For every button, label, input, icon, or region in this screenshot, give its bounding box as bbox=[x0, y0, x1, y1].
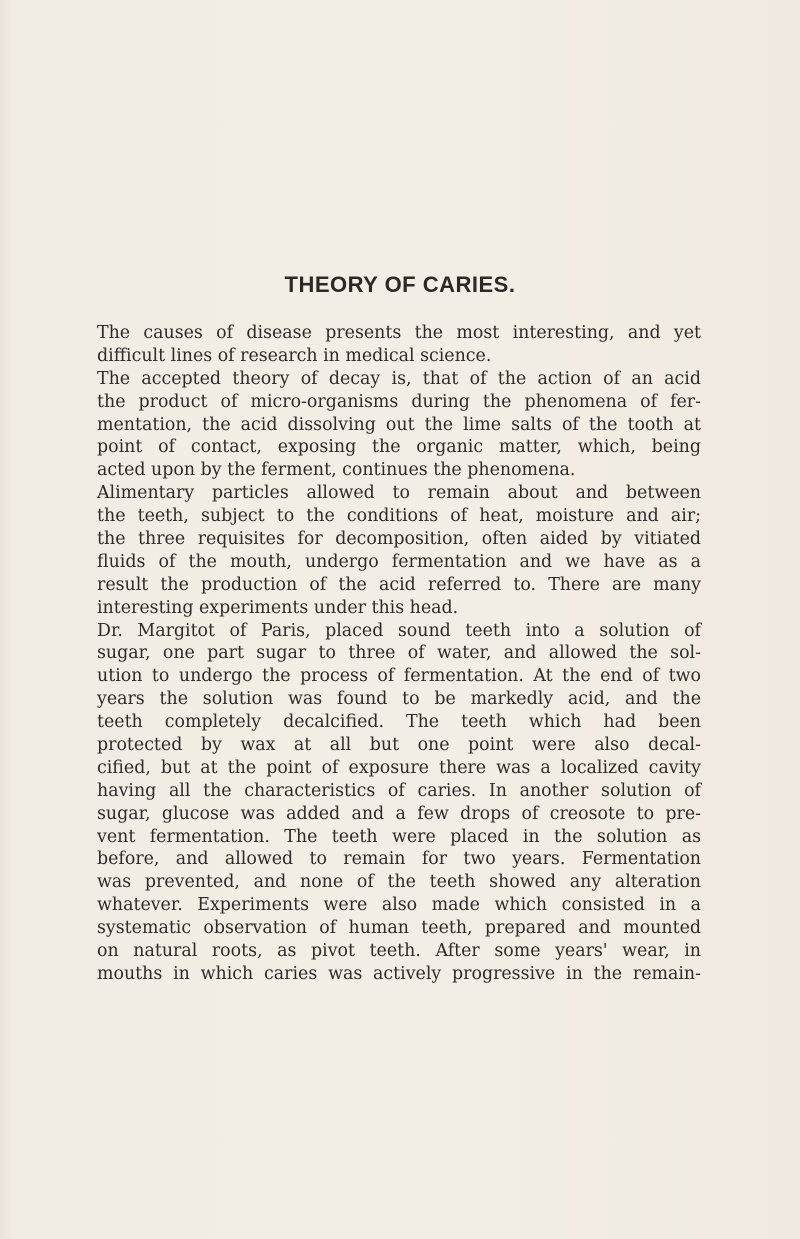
text-line: the product of micro-organisms during the phenomena of fer- bbox=[97, 391, 701, 412]
text-line: fluids of the mouth, undergo fermentation and we have as a bbox=[97, 551, 701, 572]
text-line: point of contact, exposing the organic matter, which, being bbox=[97, 437, 701, 458]
text-line: cified, but at the point of exposure there was a localized cavity bbox=[97, 757, 701, 778]
text-line: whatever. Experiments were also made which consisted in a bbox=[97, 895, 701, 916]
text-line: difficult lines of research in medical science. bbox=[97, 345, 492, 366]
text-line: interesting experiments under this head. bbox=[97, 597, 459, 618]
page-title: THEORY OF CARIES. bbox=[284, 272, 516, 297]
text-line: acted upon by the ferment, continues the phenomena. bbox=[97, 460, 576, 481]
text-line: result the production of the acid referred to. There are many bbox=[97, 574, 701, 595]
text-line: mentation, the acid dissolving out the lime salts of the tooth at bbox=[97, 414, 701, 435]
text-line: teeth completely decalcified. The teeth which had been bbox=[97, 712, 701, 733]
text-line: was prevented, and none of the teeth showed any alteration bbox=[97, 872, 701, 893]
text-line: The accepted theory of decay is, that of the action of an acid bbox=[97, 368, 701, 389]
text-line: on natural roots, as pivot teeth. After some years' wear, in bbox=[97, 941, 701, 962]
text-line: sugar, glucose was added and a few drops of creosote to pre- bbox=[97, 803, 701, 824]
text-line: Dr. Margitot of Paris, placed sound teeth into a solution of bbox=[97, 620, 701, 641]
text-line: protected by wax at all but one point were also decal- bbox=[97, 735, 701, 756]
text-line: systematic observation of human teeth, prepared and mounted bbox=[97, 918, 701, 939]
text-line: having all the characteristics of caries. In another solution of bbox=[97, 780, 701, 801]
text-line: the teeth, subject to the conditions of heat, moisture and air; bbox=[97, 506, 701, 527]
text-line: vent fermentation. The teeth were placed in the solution as bbox=[97, 826, 701, 847]
body-text bbox=[97, 322, 701, 986]
text-line: years the solution was found to be markedly acid, and the bbox=[97, 689, 701, 710]
text-line: ution to undergo the process of fermentation. At the end of two bbox=[97, 666, 701, 687]
text-line: the three requisites for decomposition, often aided by vitiated bbox=[97, 529, 701, 550]
text-line: mouths in which caries was actively progressive in the remain- bbox=[97, 963, 701, 984]
text-line: Alimentary particles allowed to remain about and between bbox=[97, 483, 701, 504]
text-line: before, and allowed to remain for two years. Fermentation bbox=[97, 849, 701, 870]
text-line: The causes of disease presents the most interesting, and yet bbox=[97, 323, 701, 343]
text-line: sugar, one part sugar to three of water, and allowed the sol- bbox=[97, 643, 701, 664]
